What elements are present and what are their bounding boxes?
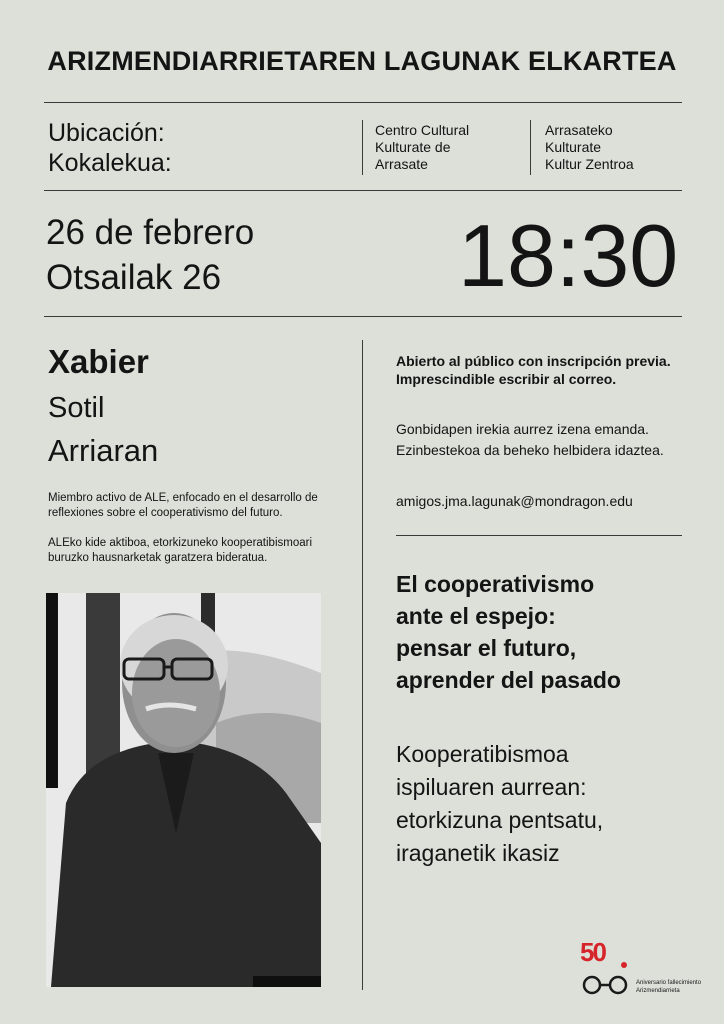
talk-title-es xyxy=(396,568,706,696)
event-date xyxy=(46,210,254,300)
registration-note-es: Abierto al público con inscripción previa. Imprescindible escribir al correo. xyxy=(396,353,671,387)
speaker-bio-es: Miembro activo de ALE, enfocado en el desarrollo de reflexiones sobre el cooperativismo del futuro. xyxy=(48,492,318,519)
talk-title-eu-line: Kooperatibismoa xyxy=(396,741,569,767)
talk-title-es-line: El cooperativismo xyxy=(396,571,595,597)
talk-title-eu-line: iraganetik ikasiz xyxy=(396,840,560,866)
talk-title-eu xyxy=(396,738,706,870)
speaker-first-name: Xabier xyxy=(48,343,149,380)
logo-caption-line: Aniversario fallecimiento xyxy=(636,980,702,986)
location-label-es: Ubicación: xyxy=(48,119,165,147)
logo-mark-icon xyxy=(574,935,638,999)
divider-date xyxy=(44,316,682,317)
location-label-eu: Kokalekua: xyxy=(48,149,172,177)
photo-accent-bar xyxy=(46,593,57,788)
venue-es-line: Kulturate de xyxy=(375,139,451,155)
talk-title-es-line: aprender del pasado xyxy=(396,667,621,693)
logo-number: 50 xyxy=(580,937,605,967)
speaker-bio-eu: ALEko kide aktiboa, etorkizuneko kooperatibismoari buruzko hausnarketak garatzera bideratua. xyxy=(48,537,313,564)
location-label xyxy=(48,118,172,178)
venue-eu xyxy=(545,122,634,173)
logo-caption xyxy=(636,979,701,995)
event-date-es: 26 de febrero xyxy=(46,213,255,252)
event-date-eu: Otsailak 26 xyxy=(46,258,222,297)
speaker-photo xyxy=(46,593,321,987)
divider-top xyxy=(44,102,682,103)
venue-eu-line: Kulturate xyxy=(545,139,602,155)
divider-venue-1 xyxy=(362,120,363,175)
divider-venue-2 xyxy=(530,120,531,175)
venue-es-line: Arrasate xyxy=(375,156,428,172)
speaker-surname-2: Arriaran xyxy=(48,433,159,468)
venue-eu-line: Kultur Zentroa xyxy=(545,156,634,172)
speaker-surname-1: Sotil xyxy=(48,392,105,424)
registration-note-eu: Gonbidapen irekia aurrez izena emanda. Ezinbestekoa da beheko helbidera idaztea. xyxy=(396,421,664,458)
divider-location xyxy=(44,190,682,191)
anniversary-logo xyxy=(574,935,714,1005)
divider-info xyxy=(396,535,682,536)
event-time: 18:30 xyxy=(458,206,679,305)
venue-es xyxy=(375,122,469,173)
venue-es-line: Centro Cultural xyxy=(375,122,470,138)
event-organizer-title: ARIZMENDIARRIETAREN LAGUNAK ELKARTEA xyxy=(47,46,677,76)
venue-eu-line: Arrasateko xyxy=(545,122,613,138)
talk-title-eu-line: etorkizuna pentsatu, xyxy=(396,807,604,833)
talk-title-eu-line: ispiluaren aurrean: xyxy=(396,774,587,800)
divider-columns xyxy=(362,340,363,990)
talk-title-es-line: ante el espejo: xyxy=(396,603,556,629)
photo-accent-bar-bottom xyxy=(253,976,321,987)
talk-title-es-line: pensar el futuro, xyxy=(396,635,577,661)
logo-caption-line: Arizmendiarrieta xyxy=(636,988,680,994)
contact-email-link[interactable]: amigos.jma.lagunak@mondragon.edu xyxy=(396,493,633,509)
